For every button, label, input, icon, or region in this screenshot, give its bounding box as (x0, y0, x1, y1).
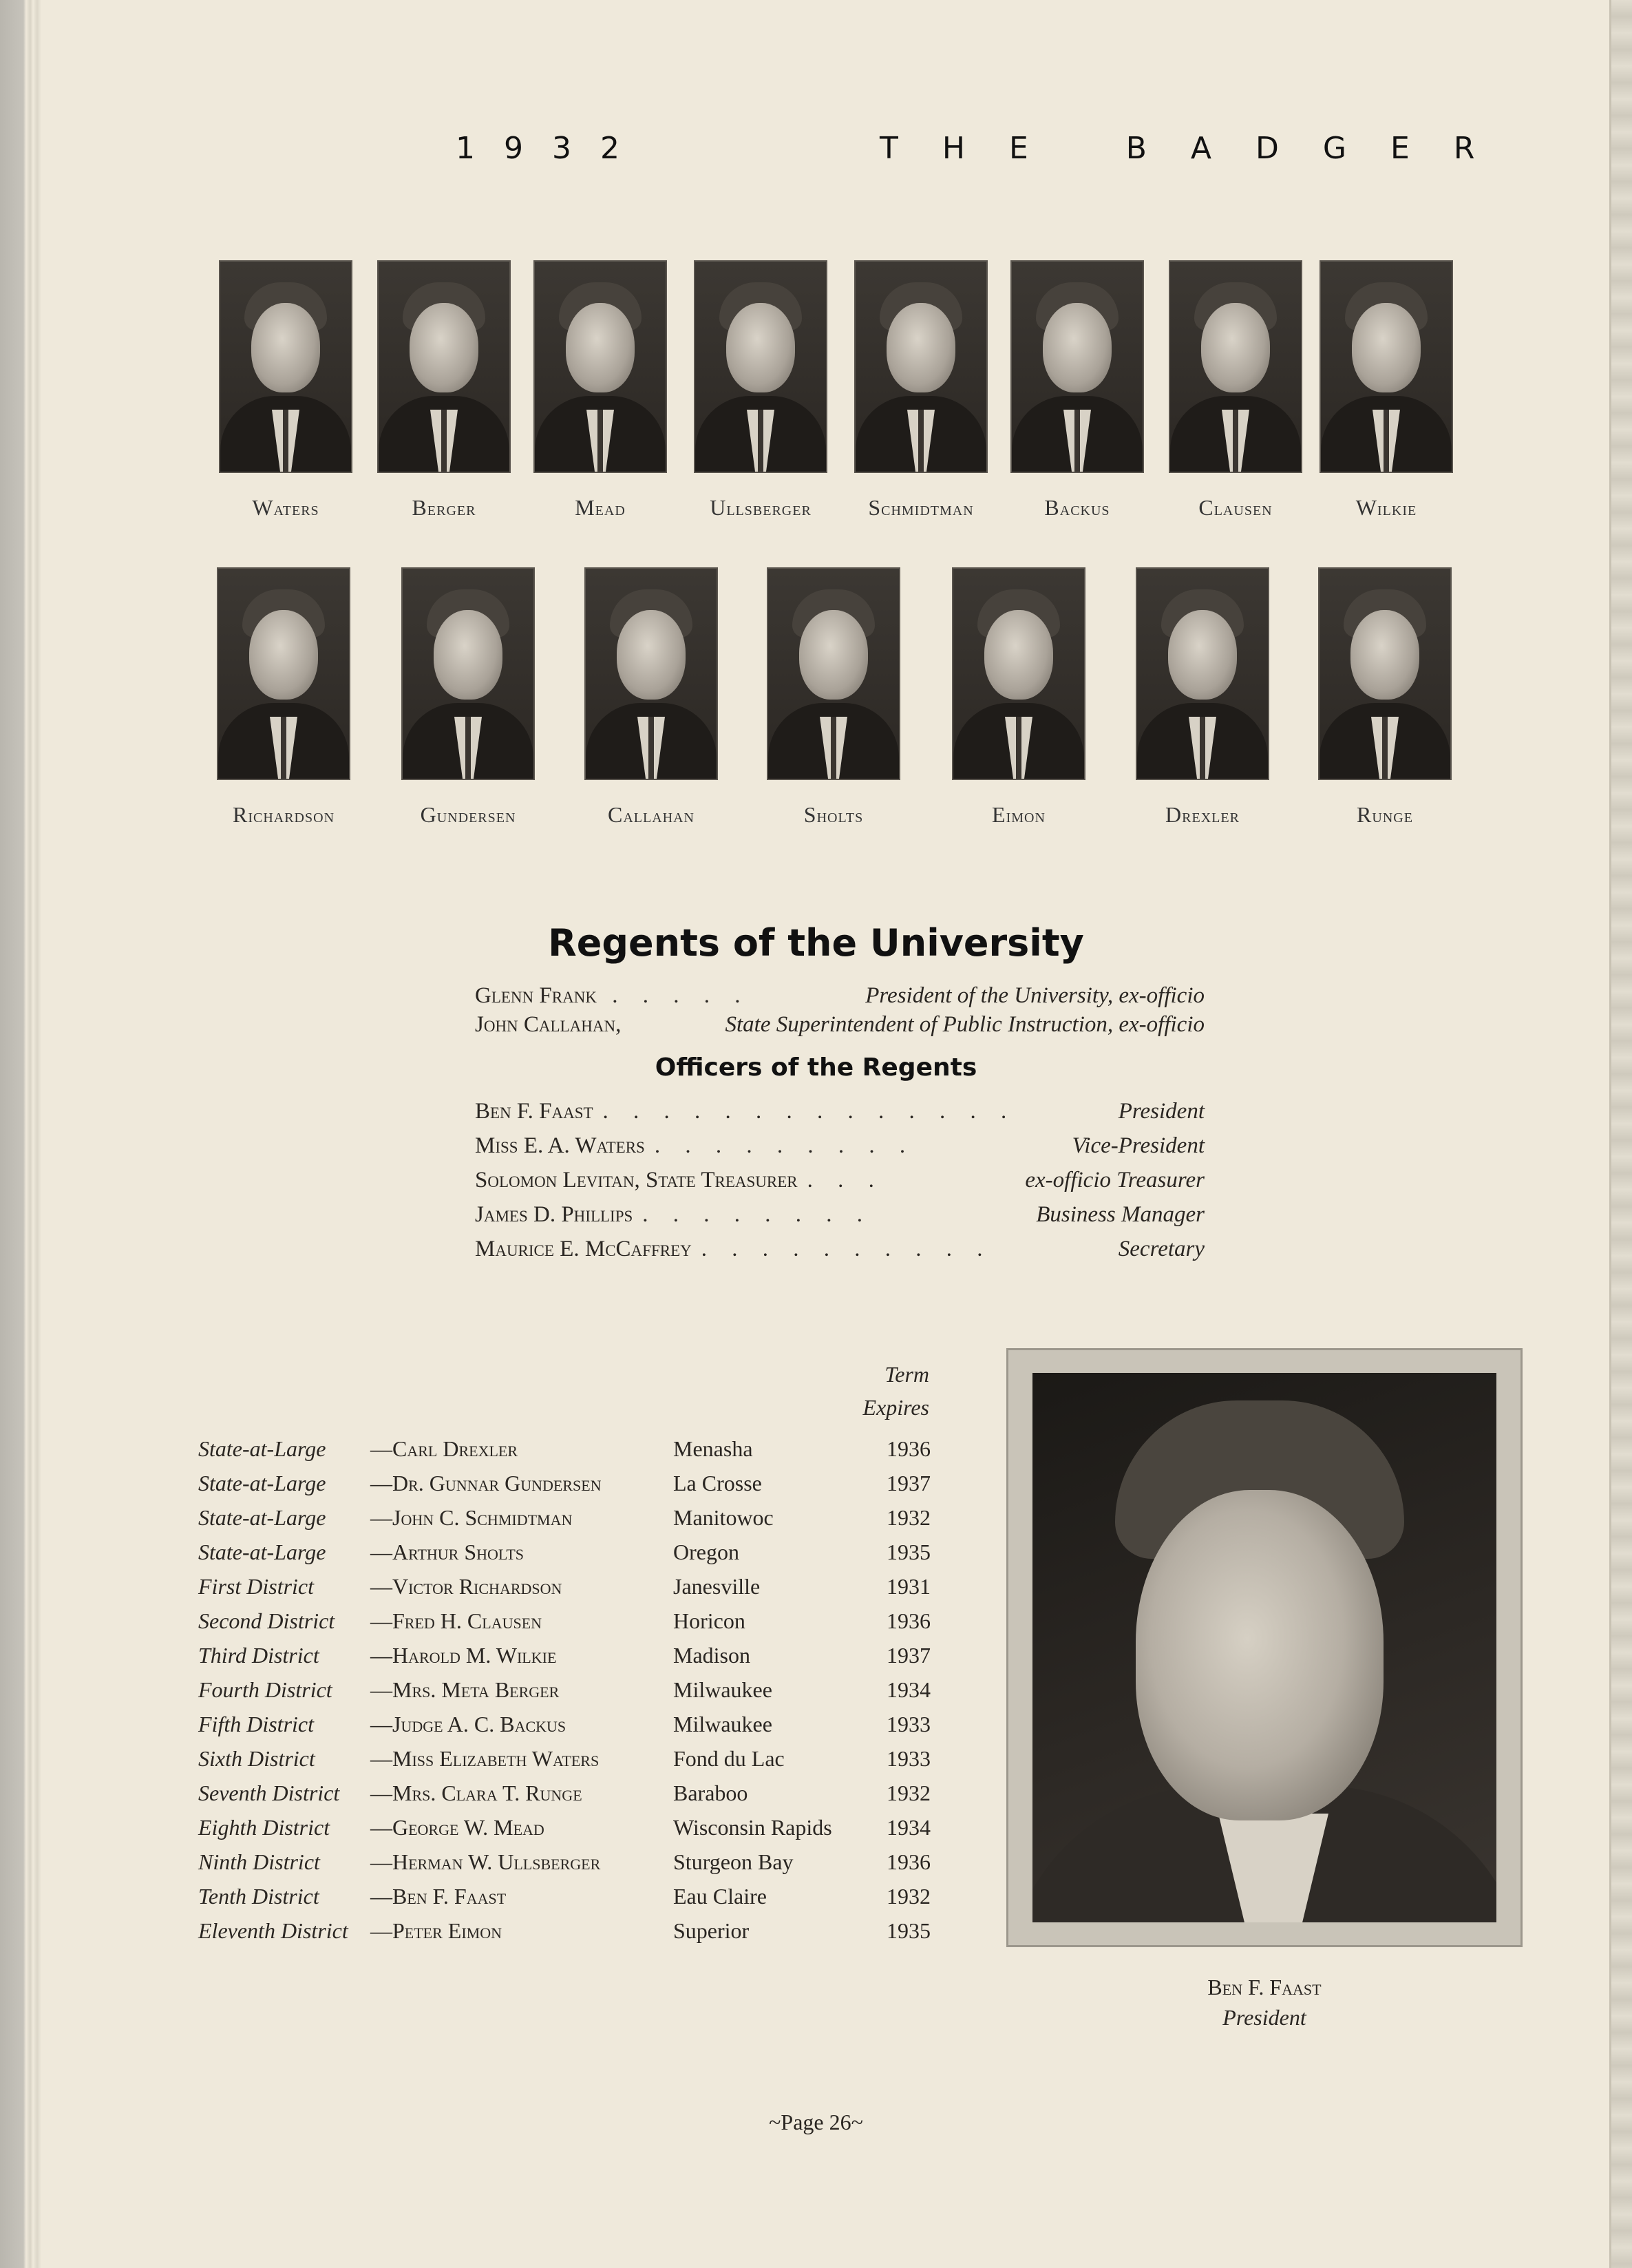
portrait-schmidtman (845, 262, 997, 521)
portrait-gundersen (392, 569, 544, 828)
city-cell: Oregon (673, 1540, 739, 1564)
portrait-label: Sholts (803, 802, 864, 827)
term-year-cell: 1935 (887, 1918, 931, 1943)
caption-role: President (1222, 2005, 1306, 2030)
president-caption-name (1006, 1975, 1523, 2000)
header-title: THE BADGER (880, 131, 1519, 166)
binding-edge (0, 0, 41, 2268)
regent-name-cell: —Mrs. Clara T. Runge (370, 1781, 582, 1805)
portrait-photo (379, 262, 509, 472)
portrait-clausen (1160, 262, 1311, 521)
officer-dots: . . . . . . . . (642, 1202, 873, 1227)
portrait-drexler (1127, 569, 1278, 828)
exofficio-name: Glenn Frank (475, 983, 597, 1008)
portrait-photo (220, 262, 351, 472)
table-row (198, 1849, 969, 1882)
exofficio-role: State Superintendent of Public Instruction, ex-officio (725, 1012, 1205, 1037)
header-year: 1932 (456, 131, 648, 166)
portrait-label: Clausen (1198, 495, 1273, 520)
expires-header: Expires (862, 1395, 929, 1420)
portrait-berger (368, 262, 520, 521)
portrait-label: Berger (412, 495, 476, 520)
table-row (198, 1746, 969, 1779)
table-row (198, 1505, 969, 1538)
regent-name-cell: —Victor Richardson (370, 1574, 562, 1599)
term-year-cell: 1932 (887, 1781, 931, 1805)
district-cell: State-at-Large (198, 1540, 326, 1564)
officer-dots: . . . (807, 1168, 884, 1193)
table-row (198, 1918, 969, 1951)
city-cell: Superior (673, 1918, 750, 1943)
portrait-label: Ullsberger (710, 495, 812, 520)
regent-name-cell: —Judge A. C. Backus (370, 1712, 566, 1736)
portrait-photo (953, 569, 1084, 779)
portrait-photo (535, 262, 666, 472)
district-cell: Seventh District (198, 1781, 340, 1805)
city-cell: Milwaukee (673, 1677, 772, 1702)
city-cell: Madison (673, 1643, 750, 1668)
officer-line (475, 1237, 1205, 1267)
term-year-cell: 1931 (887, 1574, 931, 1599)
regent-name-cell: —Mrs. Meta Berger (370, 1677, 560, 1702)
portrait-sholts (758, 569, 909, 828)
district-cell: Second District (198, 1608, 335, 1633)
exofficio-line-2 (475, 1012, 1205, 1042)
portrait-photo (586, 569, 717, 779)
officer-line (475, 1202, 1205, 1232)
portrait-photo (768, 569, 899, 779)
officer-line (475, 1099, 1205, 1129)
city-cell: La Crosse (673, 1471, 762, 1495)
table-row (198, 1540, 969, 1573)
term-year-cell: 1937 (887, 1471, 931, 1495)
caption-name: Ben F. Faast (1207, 1975, 1322, 1999)
officer-dots: . . . . . . . . . . . . . . (602, 1099, 1017, 1124)
officer-role: Vice-President (1072, 1133, 1205, 1158)
regent-name-cell: —John C. Schmidtman (370, 1505, 573, 1530)
district-cell: Fifth District (198, 1712, 314, 1736)
regent-name-cell: —Miss Elizabeth Waters (370, 1746, 600, 1771)
page-number: ~Page 26~ (769, 2110, 863, 2134)
district-cell: Fourth District (198, 1677, 332, 1702)
officer-dots: . . . . . . . . . (654, 1133, 915, 1158)
table-row (198, 1471, 969, 1504)
officer-name: James D. Phillips (475, 1202, 633, 1227)
district-cell: Eleventh District (198, 1918, 348, 1943)
portrait-eimon (943, 569, 1094, 828)
portrait-wilkie (1311, 262, 1462, 521)
portrait-photo (1012, 262, 1143, 472)
city-cell: Janesville (673, 1574, 761, 1599)
officer-name: Miss E. A. Waters (475, 1133, 645, 1158)
officer-name: Maurice E. McCaffrey (475, 1237, 692, 1261)
officer-role: Business Manager (1036, 1202, 1205, 1227)
district-cell: Tenth District (198, 1884, 319, 1909)
regent-name-cell: —George W. Mead (370, 1815, 544, 1840)
term-year-cell: 1934 (887, 1677, 931, 1702)
officer-line (475, 1133, 1205, 1164)
portrait-photo (1137, 569, 1268, 779)
exofficio-name: John Callahan, (475, 1012, 622, 1037)
term-year-cell: 1935 (887, 1540, 931, 1564)
portrait-photo (695, 262, 826, 472)
president-portrait (1032, 1373, 1496, 1922)
president-caption-role (1006, 2005, 1523, 2030)
table-row (198, 1884, 969, 1917)
officer-dots: . . . . . . . . . . (701, 1237, 993, 1261)
portrait-label: Drexler (1165, 802, 1240, 827)
city-cell: Baraboo (673, 1781, 748, 1805)
portrait-runge (1309, 569, 1461, 828)
portrait-mead (524, 262, 676, 521)
officer-name: Ben F. Faast (475, 1099, 593, 1124)
portrait-label: Schmidtman (868, 495, 974, 520)
regents-title: Regents of the University (548, 921, 1084, 965)
portrait-label: Callahan (608, 802, 695, 827)
term-year-cell: 1936 (887, 1608, 931, 1633)
exofficio-dots: . . . . . (612, 983, 750, 1008)
portrait-backus (1002, 262, 1153, 521)
portrait-richardson (208, 569, 359, 828)
city-cell: Wisconsin Rapids (673, 1815, 832, 1840)
term-year-cell: 1932 (887, 1505, 931, 1530)
term-year-cell: 1932 (887, 1884, 931, 1909)
officer-role: President (1118, 1099, 1205, 1124)
exofficio-line-1 (475, 983, 1205, 1014)
page-header (0, 131, 1632, 179)
portrait-label: Backus (1044, 495, 1110, 520)
district-cell: Third District (198, 1643, 319, 1668)
table-row (198, 1574, 969, 1607)
regent-name-cell: —Fred H. Clausen (370, 1608, 542, 1633)
term-header: Term (884, 1362, 929, 1387)
district-cell: First District (198, 1574, 315, 1599)
portrait-ullsberger (685, 262, 836, 521)
portrait-label: Richardson (232, 802, 335, 827)
regent-name-cell: —Dr. Gunnar Gundersen (370, 1471, 602, 1495)
regent-name-cell: —Arthur Sholts (370, 1540, 524, 1564)
term-year-cell: 1933 (887, 1746, 931, 1771)
table-row (198, 1712, 969, 1745)
table-row (198, 1608, 969, 1641)
regent-name-cell: —Harold M. Wilkie (370, 1643, 557, 1668)
regent-name-cell: —Carl Drexler (370, 1436, 518, 1461)
city-cell: Horicon (673, 1608, 745, 1633)
portrait-photo (1321, 262, 1452, 472)
district-cell: Eighth District (198, 1815, 330, 1840)
page-deckle-edge (1609, 0, 1632, 2268)
district-cell: State-at-Large (198, 1505, 326, 1530)
president-portrait-frame (1006, 1348, 1523, 1947)
district-cell: State-at-Large (198, 1436, 326, 1461)
officer-line (475, 1168, 1205, 1198)
city-cell: Manitowoc (673, 1505, 774, 1530)
term-year-cell: 1937 (887, 1643, 931, 1668)
portrait-photo (403, 569, 533, 779)
regent-name-cell: —Peter Eimon (370, 1918, 502, 1943)
portrait-callahan (575, 569, 727, 828)
table-row (198, 1815, 969, 1848)
portrait-label: Mead (575, 495, 626, 520)
city-cell: Menasha (673, 1436, 753, 1461)
portrait-photo (1170, 262, 1301, 472)
table-row (198, 1643, 969, 1676)
table-row (198, 1436, 969, 1469)
portrait-photo (218, 569, 349, 779)
officers-title: Officers of the Regents (655, 1053, 977, 1082)
regent-name-cell: —Herman W. Ullsberger (370, 1849, 601, 1874)
term-year-cell: 1933 (887, 1712, 931, 1736)
term-year-cell: 1936 (887, 1849, 931, 1874)
district-cell: Sixth District (198, 1746, 315, 1771)
portrait-label: Gundersen (420, 802, 516, 827)
term-year-cell: 1934 (887, 1815, 931, 1840)
city-cell: Eau Claire (673, 1884, 767, 1909)
city-cell: Milwaukee (673, 1712, 772, 1736)
portrait-photo (1320, 569, 1450, 779)
city-cell: Fond du Lac (673, 1746, 785, 1771)
portrait-label: Runge (1357, 802, 1413, 827)
exofficio-role: President of the University, ex-officio (865, 983, 1205, 1008)
term-year-cell: 1936 (887, 1436, 931, 1461)
regent-name-cell: —Ben F. Faast (370, 1884, 507, 1909)
table-row (198, 1781, 969, 1814)
portrait-label: Eimon (992, 802, 1046, 827)
officer-role: Secretary (1118, 1237, 1205, 1261)
portrait-label: Wilkie (1355, 495, 1417, 520)
portrait-waters (210, 262, 361, 521)
portrait-photo (856, 262, 986, 472)
table-row (198, 1677, 969, 1710)
district-cell: State-at-Large (198, 1471, 326, 1495)
district-cell: Ninth District (198, 1849, 320, 1874)
city-cell: Sturgeon Bay (673, 1849, 794, 1874)
portrait-label: Waters (252, 495, 319, 520)
officer-role: ex-officio Treasurer (1025, 1168, 1205, 1193)
officer-name: Solomon Levitan, State Treasurer (475, 1168, 798, 1193)
